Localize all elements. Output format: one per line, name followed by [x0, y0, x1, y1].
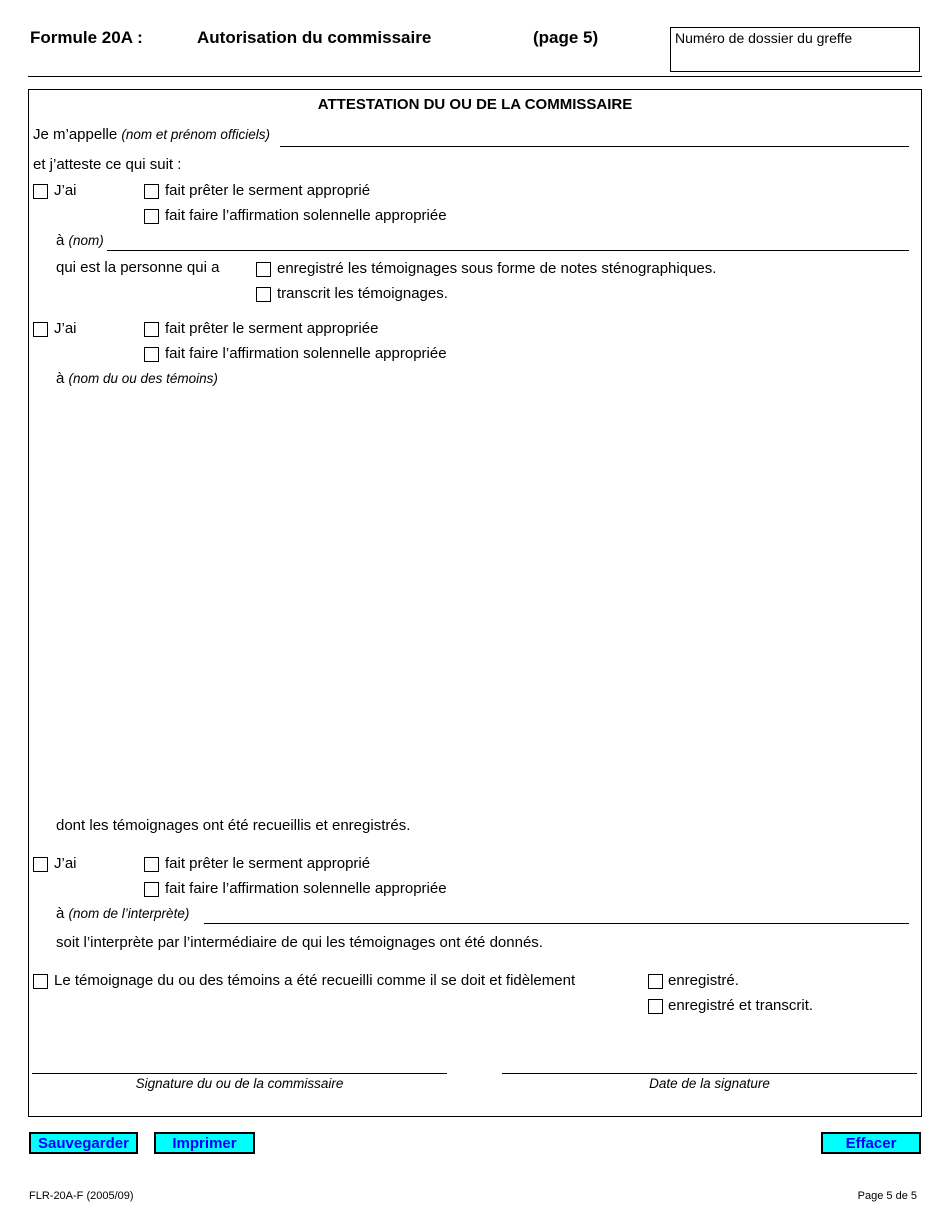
form-code: FLR-20A-F (2005/09) — [29, 1190, 134, 1202]
block1-name-field[interactable] — [107, 250, 909, 251]
page-label: (page 5) — [533, 28, 599, 47]
block2-jai-label: J’ai — [54, 320, 77, 337]
save-button[interactable]: Sauvegarder — [29, 1132, 138, 1154]
block3-interpreter-label: à (nom de l’interprète) — [56, 905, 190, 922]
section-title: ATTESTATION DU OU DE LA COMMISSAIRE — [317, 96, 633, 113]
block1-recorded-checkbox[interactable] — [256, 262, 271, 277]
court-file-number-field[interactable] — [670, 27, 920, 72]
signature-label: Signature du ou de la commissaire — [135, 1076, 344, 1091]
block2-jai-checkbox[interactable] — [33, 322, 48, 337]
block3-jai-checkbox[interactable] — [33, 857, 48, 872]
block1-transcribed-checkbox[interactable] — [256, 287, 271, 302]
signature-date-field[interactable] — [502, 1073, 917, 1074]
block1-person-text: qui est la personne qui a — [56, 259, 220, 276]
block3-closing-text: soit l’interprète par l’intermédiaire de qui les témoignages ont été donnés. — [56, 934, 543, 951]
block4-recorded-transcribed-label: enregistré et transcrit. — [668, 997, 814, 1014]
block3-jai-label: J’ai — [54, 855, 77, 872]
block2-oath-checkbox[interactable] — [144, 322, 159, 337]
page-indicator: Page 5 de 5 — [857, 1190, 917, 1202]
block2-witnesses-field[interactable] — [56, 392, 909, 812]
clear-button[interactable]: Effacer — [821, 1132, 921, 1154]
form-title: Autorisation du commissaire — [197, 28, 432, 47]
block2-closing-text: dont les témoignages ont été recueillis et enregistrés. — [56, 817, 411, 834]
signature-field[interactable] — [32, 1073, 447, 1074]
block4-recorded-checkbox[interactable] — [648, 974, 663, 989]
block2-witnesses-label: à (nom du ou des témoins) — [56, 370, 218, 387]
block3-affirm-checkbox[interactable] — [144, 882, 159, 897]
block4-recorded-transcribed-checkbox[interactable] — [648, 999, 663, 1014]
print-button[interactable]: Imprimer — [154, 1132, 255, 1154]
block1-affirm-checkbox[interactable] — [144, 209, 159, 224]
block1-jai-checkbox[interactable] — [33, 184, 48, 199]
signature-date-label: Date de la signature — [649, 1076, 770, 1091]
name-hint: (nom et prénom officiels) — [121, 127, 270, 142]
header-divider — [28, 76, 922, 77]
block2-affirm-checkbox[interactable] — [144, 347, 159, 362]
commissioner-name-field[interactable] — [280, 146, 909, 147]
block4-recorded-label: enregistré. — [668, 972, 739, 989]
block4-statement-text: Le témoignage du ou des témoins a été recueilli comme il se doit et fidèlement — [54, 972, 576, 989]
block1-transcribed-label: transcrit les témoignages. — [277, 285, 448, 302]
attest-text: et j’atteste ce qui suit : — [33, 156, 182, 173]
block3-oath-checkbox[interactable] — [144, 857, 159, 872]
block1-jai-label: J’ai — [54, 182, 77, 199]
block1-name-label: à (nom) — [56, 232, 104, 249]
block2-affirm-label: fait faire l’affirmation solennelle appropriée — [165, 345, 447, 362]
block2-oath-label: fait prêter le serment appropriée — [165, 320, 379, 337]
block3-oath-label: fait prêter le serment approprié — [165, 855, 371, 872]
block3-interpreter-field[interactable] — [204, 923, 909, 924]
form-number: Formule 20A : — [30, 28, 143, 47]
court-file-number-label: Numéro de dossier du greffe — [675, 30, 853, 46]
block4-statement-checkbox[interactable] — [33, 974, 48, 989]
block1-affirm-label: fait faire l’affirmation solennelle appropriée — [165, 207, 447, 224]
block1-oath-label: fait prêter le serment approprié — [165, 182, 371, 199]
block3-affirm-label: fait faire l’affirmation solennelle appropriée — [165, 880, 447, 897]
block1-oath-checkbox[interactable] — [144, 184, 159, 199]
commissioner-name-label: Je m’appelle (nom et prénom officiels) — [33, 126, 270, 143]
block1-recorded-label: enregistré les témoignages sous forme de notes sténographiques. — [277, 260, 717, 277]
